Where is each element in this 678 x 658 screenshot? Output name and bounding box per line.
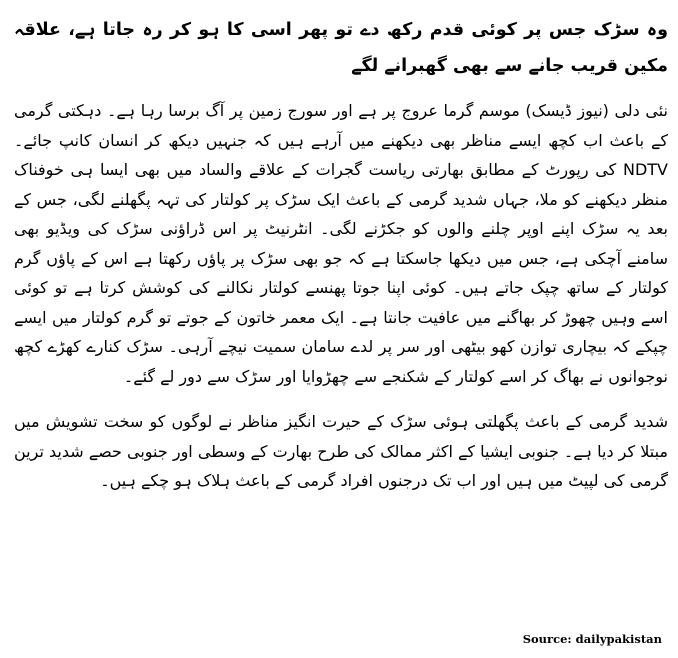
- article-paragraph-1: نئی دلی (نیوز ڈیسک) موسم گرما عروج پر ہے اور سورج زمین پر آگ برسا رہا ہے۔ دہکتی گرمی کے باعث اب کچھ ایسے مناظر بھی دیکھنے میں آرہے ہیں کہ جنہیں دیکھ کر انسان کانپ جائے۔ NDTV کی رپورٹ کے مطابق بھارتی ریاست گجرات کے علاقے والساد میں بھی ایسا ہی خوفناک منظر دیکھنے کو ملا، جہاں شدید گرمی کے باعث ایک سڑک پر کولتار کی تہہ پگھلنے لگی، جس کے بعد یہ سڑک اپنے اوپر چلنے والوں کو جکڑنے لگی۔ انٹرنیٹ پر اس ڈراؤنی سڑک کی ویڈیو بھی سامنے آچکی ہے، جس میں دیکھا جاسکتا ہے کہ جو بھی سڑک پر پاؤں رکھتا ہے اس کے پاؤں گرم کولتار کے ساتھ چپک جاتے ہیں۔ کوئی اپنا جوتا پھنسے کولتار نکالنے کی کوشش کرتا ہے تو کوئی اسے وہیں چھوڑ کر بھاگنے میں عافیت جانتا ہے۔ ایک معمر خاتون کے جوتے تو گرم کولتار میں ایسے چپکے کہ بیچاری توازن کھو بیٹھی اور سر پر لدے سامان سمیت نیچے آرہی۔ سڑک کنارے کھڑے کچھ نوجوانوں نے بھاگ کر اسے کولتار کے شکنجے سے چھڑوایا اور سڑک سے دور لے گئے۔: [14, 101, 668, 386]
- article: [14, 12, 668, 512]
- article-headline: وہ سڑک جس پر کوئی قدم رکھ دے تو پھر اسی کا ہو کر رہ جاتا ہے، علاقہ مکین قریب جانے سے بھی گھبرانے لگے: [14, 20, 668, 76]
- source-credit: Source: dailypakistan: [522, 632, 662, 646]
- article-paragraph-2: شدید گرمی کے باعث پگھلتی ہوئی سڑک کے حیرت انگیز مناظر نے لوگوں کو سخت تشویش میں مبتلا کر دیا ہے۔ جنوبی ایشیا کے اکثر ممالک کی طرح بھارت کے وسطی اور جنوبی حصے شدید ترین گرمی کی لپیٹ میں ہیں اور اب تک درجنوں افراد گرمی کے باعث ہلاک ہو چکے ہیں۔: [14, 412, 668, 490]
